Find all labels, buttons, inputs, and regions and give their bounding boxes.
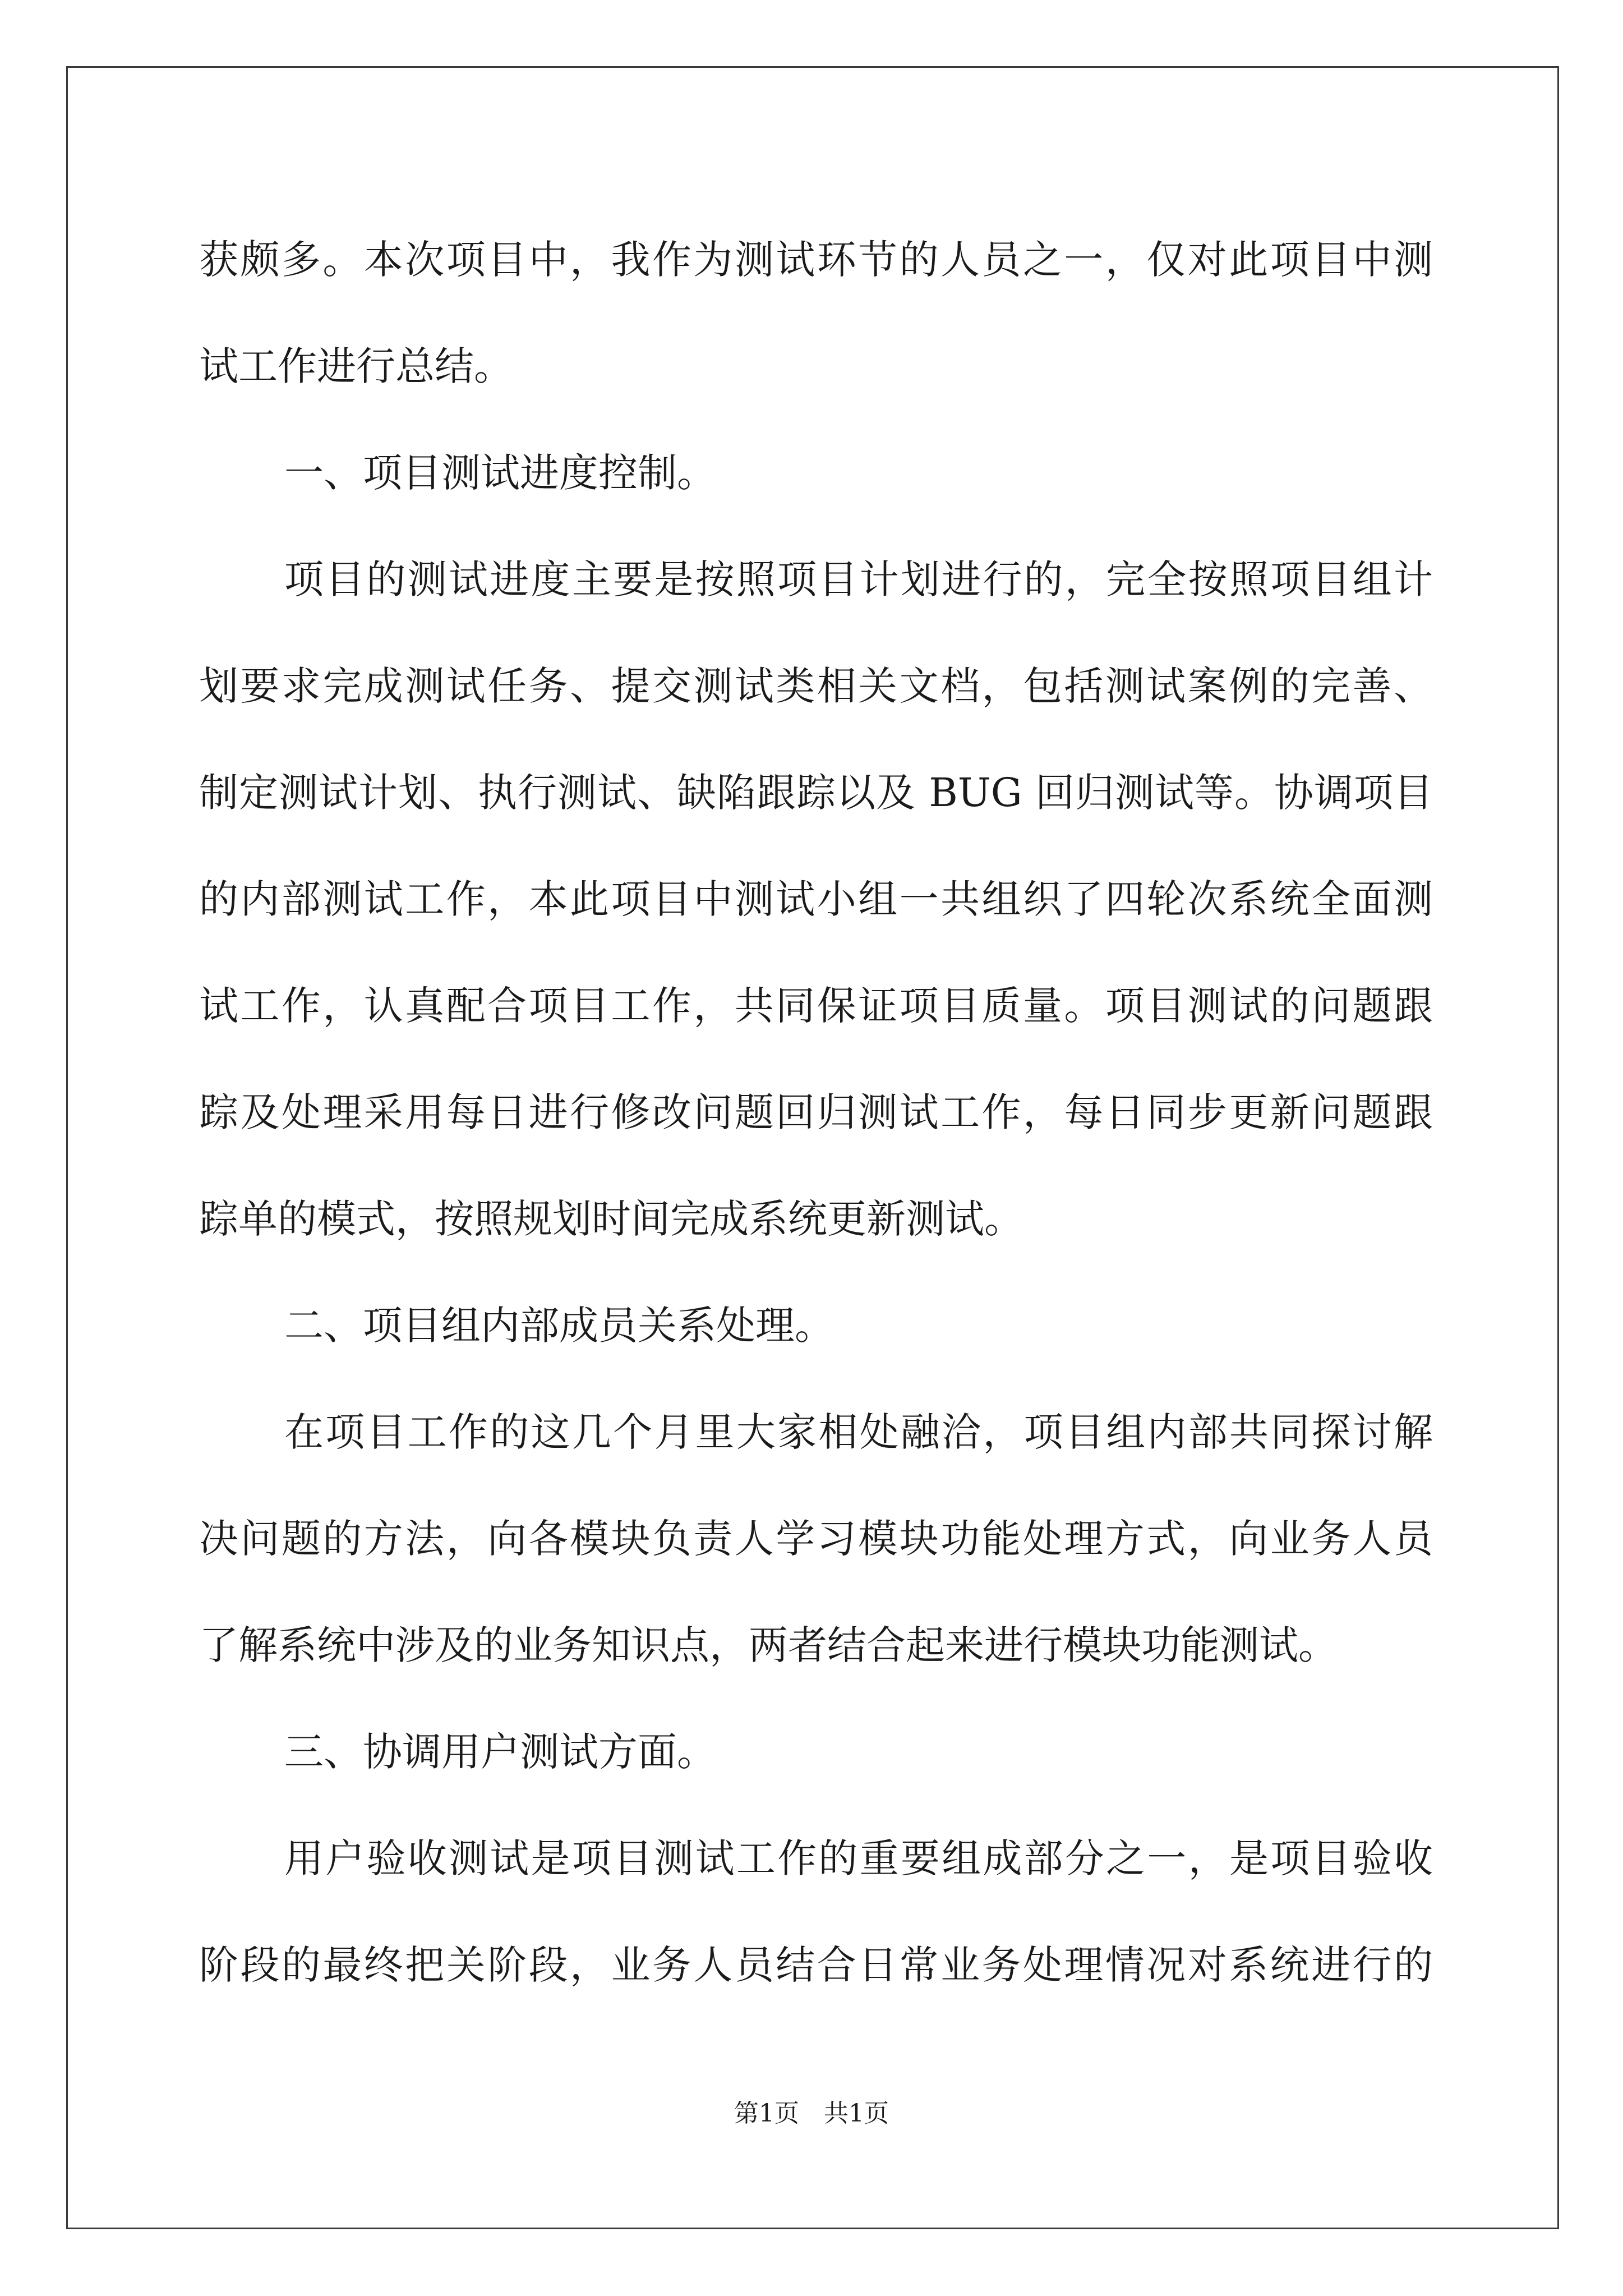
section-heading-2: 二、项目组内部成员关系处理。: [284, 1303, 834, 1349]
paragraph-line: 在项目工作的这几个月里大家相处融洽，项目组内部共同探讨解: [284, 1409, 1433, 1455]
page-number: 第1页: [734, 2099, 799, 2128]
page-footer: [0, 2097, 1623, 2131]
document-body: [199, 206, 1433, 2018]
paragraph-line: 踪单的模式，按照规划时间完成系统更新测试。: [199, 1196, 1023, 1242]
paragraph-line: 试工作进行总结。: [199, 343, 513, 389]
paragraph-line: 获颇多。本次项目中，我作为测试环节的人员之一，仅对此项目中测: [199, 237, 1433, 283]
section-heading-1: 一、项目测试进度控制。: [284, 450, 716, 496]
section-heading-3: 三、协调用户测试方面。: [284, 1729, 716, 1775]
paragraph-line: 踪及处理采用每日进行修改问题回归测试工作，每日同步更新问题跟: [199, 1089, 1433, 1135]
paragraph-line: 划要求完成测试任务、提交测试类相关文档，包括测试案例的完善、: [199, 663, 1433, 709]
page-total: 共1页: [824, 2099, 889, 2128]
paragraph-line: 决问题的方法，向各模块负责人学习模块功能处理方式，向业务人员: [199, 1516, 1433, 1562]
paragraph-line: 用户验收测试是项目测试工作的重要组成部分之一，是项目验收: [284, 1835, 1433, 1881]
paragraph-line: 的内部测试工作，本此项目中测试小组一共组织了四轮次系统全面测: [199, 876, 1433, 922]
paragraph-line: 制定测试计划、执行测试、缺陷跟踪以及 BUG 回归测试等。协调项目: [199, 770, 1433, 816]
paragraph-line: 了解系统中涉及的业务知识点，两者结合起来进行模块功能测试。: [199, 1622, 1338, 1668]
paragraph-line: 试工作，认真配合项目工作，共同保证项目质量。项目测试的问题跟: [199, 983, 1433, 1029]
paragraph-line: 阶段的最终把关阶段，业务人员结合日常业务处理情况对系统进行的: [199, 1942, 1433, 1988]
paragraph-line: 项目的测试进度主要是按照项目计划进行的，完全按照项目组计: [284, 556, 1433, 602]
